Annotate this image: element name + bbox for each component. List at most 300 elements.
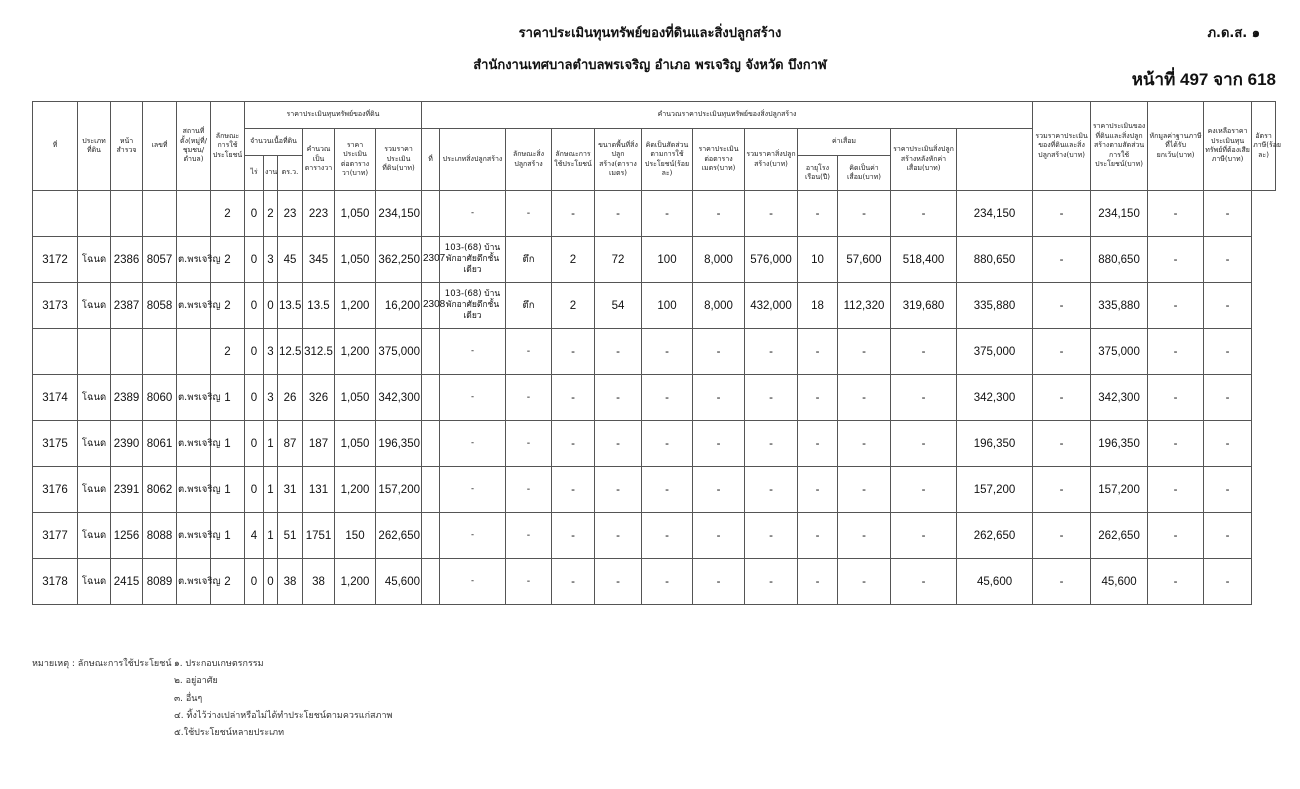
cell-bldg-net: - (891, 513, 957, 559)
cell-location: ต.พรเจริญ (177, 559, 211, 605)
cell-area-wa: 345 (303, 237, 335, 283)
cell-survey-page: 1256 (111, 513, 143, 559)
cell-bldg-area: - (595, 375, 642, 421)
cell-tax-rate: - (1204, 375, 1252, 421)
col-depr-amount: คิดเป็นค่าเสื่อม(บาท) (838, 156, 891, 191)
cell-bldg-area: - (595, 329, 642, 375)
cell-grand-total: 157,200 (957, 467, 1033, 513)
cell-bldg-area: - (595, 467, 642, 513)
cell-bldg-net: - (891, 559, 957, 605)
cell-bldg-total: 576,000 (745, 237, 798, 283)
cell-grand-total: 45,600 (957, 559, 1033, 605)
cell-remaining: - (1148, 467, 1204, 513)
cell-bldg-net: - (891, 329, 957, 375)
report-subtitle: สำนักงานเทศบาลตำบลพรเจริญ อำเภอ พรเจริญ จังหวัด บึงกาฬ (473, 58, 827, 73)
cell-depr-amount: 112,320 (838, 283, 891, 329)
cell-price-per-sqm: - (693, 559, 745, 605)
cell-rai: 0 (245, 559, 264, 605)
notes (32, 656, 393, 742)
cell-tax-rate: - (1204, 421, 1252, 467)
cell-tax-rate: - (1204, 467, 1252, 513)
cell-remaining: - (1148, 375, 1204, 421)
col-doc-type: ประเภทที่ดิน (78, 102, 111, 191)
cell-bldg-total: - (745, 513, 798, 559)
cell-doc-no: 8057 (143, 237, 177, 283)
cell-bldg-use: - (552, 559, 595, 605)
cell-ngan: 3 (264, 329, 278, 375)
col-land-use: ลักษณะการใช้ประโยชน์ (211, 102, 245, 191)
cell-bldg-total: - (745, 191, 798, 237)
cell-land-use: 2 (211, 329, 245, 375)
cell-no: 3178 (33, 559, 78, 605)
report-title: ราคาประเมินทุนทรัพย์ของที่ดินและสิ่งปลูกสร้าง (518, 26, 782, 41)
cell-survey-page: 2387 (111, 283, 143, 329)
cell-doc-no: 8058 (143, 283, 177, 329)
col-grand-total: รวมราคาประเมินของที่ดินและสิ่งปลูกสร้าง(บาท) (1033, 102, 1091, 191)
cell-doc-type: โฉนด (78, 283, 111, 329)
page-indicator: หน้าที่ 497 จาก 618 (1131, 70, 1276, 89)
cell-bldg-kind: ตึก (506, 237, 552, 283)
cell-survey-page: 2415 (111, 559, 143, 605)
cell-price-per-sqm: 8,000 (693, 237, 745, 283)
note-item: ๒. อยู่อาศัย (174, 676, 218, 687)
cell-bldg-net: - (891, 421, 957, 467)
cell-land-total: 157,200 (376, 467, 422, 513)
cell-bldg-use: - (552, 467, 595, 513)
col-price-per-sqm: ราคาประเมินต่อตารางเมตร(บาท) (693, 129, 745, 191)
cell-bldg-area: - (595, 191, 642, 237)
cell-bldg-net: 518,400 (891, 237, 957, 283)
cell-depr-amount: - (838, 191, 891, 237)
cell-ngan: 0 (264, 283, 278, 329)
cell-price-per-sqm: - (693, 467, 745, 513)
cell-price-per-wa: 1,050 (335, 375, 376, 421)
cell-deduction: 234,150 (1091, 191, 1148, 237)
cell-grand-total: 375,000 (957, 329, 1033, 375)
cell-ngan: 1 (264, 467, 278, 513)
notes-label: หมายเหตุ : ลักษณะการใช้ประโยชน์ (32, 659, 172, 669)
col-use-pct: คิดเป็นสัดส่วนตามการใช้ประโยชน์(ร้อยละ) (642, 129, 693, 191)
cell-age: 10 (798, 237, 838, 283)
cell-doc-type: โฉนด (78, 559, 111, 605)
cell-location: ต.พรเจริญ (177, 283, 211, 329)
table-row (33, 421, 1276, 467)
cell-location (177, 329, 211, 375)
table-row (33, 467, 1276, 513)
col-bldg-total: รวมราคาสิ่งปลูกสร้าง(บาท) (745, 129, 798, 191)
cell-depr-amount: - (838, 375, 891, 421)
cell-doc-no: 8061 (143, 421, 177, 467)
cell-deduction: 45,600 (1091, 559, 1148, 605)
cell-bldg-area: 54 (595, 283, 642, 329)
cell-bldg-no (422, 191, 440, 237)
note-item: ๑. ประกอบเกษตรกรรม (174, 659, 264, 669)
cell-tax-rate: - (1204, 191, 1252, 237)
cell-grand-total: 234,150 (957, 191, 1033, 237)
col-area-wa: คำนวณเป็นตารางวา (303, 129, 335, 191)
cell-bldg-area: 72 (595, 237, 642, 283)
cell-prop-value: - (1033, 191, 1091, 237)
cell-bldg-area: - (595, 559, 642, 605)
table-row (33, 375, 1276, 421)
cell-depr-amount: - (838, 559, 891, 605)
cell-area-wa: 187 (303, 421, 335, 467)
cell-price-per-sqm: - (693, 421, 745, 467)
cell-age: 18 (798, 283, 838, 329)
cell-tax-rate: - (1204, 513, 1252, 559)
cell-age: - (798, 421, 838, 467)
cell-age: - (798, 559, 838, 605)
cell-bldg-use: - (552, 513, 595, 559)
cell-rai: 0 (245, 283, 264, 329)
table-row (33, 513, 1276, 559)
cell-land-use: 2 (211, 283, 245, 329)
col-bldg-kind: ลักษณะสิ่งปลูกสร้าง (506, 129, 552, 191)
col-rai: ไร่ (245, 156, 264, 191)
cell-remaining: - (1148, 191, 1204, 237)
cell-depr-amount: - (838, 513, 891, 559)
cell-remaining: - (1148, 559, 1204, 605)
cell-tax-rate: - (1204, 283, 1252, 329)
cell-no: 3172 (33, 237, 78, 283)
cell-ngan: 0 (264, 559, 278, 605)
note-item: ๔. ทิ้งไว้ว่างเปล่าหรือไม่ได้ทำประโยชน์ตามควรแก่สภาพ (174, 710, 393, 721)
cell-bldg-kind: ตึก (506, 283, 552, 329)
cell-use-pct: - (642, 375, 693, 421)
cell-depr-amount: - (838, 467, 891, 513)
cell-ngan: 1 (264, 513, 278, 559)
cell-bldg-net: - (891, 375, 957, 421)
cell-bldg-net: - (891, 467, 957, 513)
cell-price-per-wa: 1,200 (335, 467, 376, 513)
col-survey-page: หน้าสำรวจ (111, 102, 143, 191)
cell-land-total: 234,150 (376, 191, 422, 237)
cell-bldg-type: - (440, 559, 506, 605)
cell-doc-type (78, 329, 111, 375)
cell-wa: 87 (278, 421, 303, 467)
col-land-total: รวมราคาประเมินที่ดิน(บาท) (376, 129, 422, 191)
cell-bldg-total: - (745, 375, 798, 421)
cell-price-per-wa: 1,050 (335, 191, 376, 237)
cell-location: ต.พรเจริญ (177, 237, 211, 283)
cell-bldg-use: - (552, 329, 595, 375)
cell-bldg-net: - (891, 191, 957, 237)
group-land-area: จำนวนเนื้อที่ดิน (245, 129, 303, 156)
cell-area-wa: 223 (303, 191, 335, 237)
table-row (33, 559, 1276, 605)
cell-rai: 0 (245, 375, 264, 421)
col-tax-rate: อัตราภาษี(ร้อยละ) (1252, 102, 1276, 191)
cell-wa: 13.5 (278, 283, 303, 329)
col-doc-no: เลขที่ (143, 102, 177, 191)
col-price-per-wa: ราคาประเมินต่อตารางวา(บาท) (335, 129, 376, 191)
cell-prop-value: - (1033, 283, 1091, 329)
cell-ngan: 3 (264, 237, 278, 283)
col-wa: ตร.ว. (278, 156, 303, 191)
cell-age: - (798, 329, 838, 375)
cell-bldg-area: - (595, 513, 642, 559)
col-ngan: งาน (264, 156, 278, 191)
cell-use-pct: 100 (642, 237, 693, 283)
cell-no (33, 329, 78, 375)
cell-survey-page: 2390 (111, 421, 143, 467)
cell-rai: 4 (245, 513, 264, 559)
note-item: ๕.ใช้ประโยชน์หลายประเภท (174, 728, 285, 739)
cell-prop-value: - (1033, 375, 1091, 421)
cell-land-use: 2 (211, 559, 245, 605)
cell-rai: 0 (245, 329, 264, 375)
group-depreciation: ค่าเสื่อม (798, 129, 891, 156)
cell-no: 3173 (33, 283, 78, 329)
table-row (33, 191, 1276, 237)
cell-bldg-total: - (745, 467, 798, 513)
cell-location (177, 191, 211, 237)
cell-age: - (798, 513, 838, 559)
cell-area-wa: 13.5 (303, 283, 335, 329)
cell-price-per-wa: 1,200 (335, 329, 376, 375)
form-code: ภ.ด.ส. ๑ (1207, 26, 1260, 41)
cell-bldg-use: - (552, 421, 595, 467)
cell-deduction: 335,880 (1091, 283, 1148, 329)
cell-bldg-kind: - (506, 329, 552, 375)
table-row (33, 329, 1276, 375)
cell-bldg-no (422, 329, 440, 375)
cell-remaining: - (1148, 421, 1204, 467)
cell-survey-page: 2389 (111, 375, 143, 421)
cell-area-wa: 131 (303, 467, 335, 513)
cell-price-per-wa: 150 (335, 513, 376, 559)
cell-doc-type: โฉนด (78, 421, 111, 467)
cell-bldg-no: 2308 (422, 283, 440, 329)
cell-use-pct: - (642, 191, 693, 237)
group-land-value: ราคาประเมินทุนทรัพย์ของที่ดิน (245, 102, 422, 129)
col-bldg-area: ขนาดพื้นที่สิ่งปลูกสร้าง(ตารางเมตร) (595, 129, 642, 191)
cell-bldg-no (422, 513, 440, 559)
cell-wa: 26 (278, 375, 303, 421)
cell-bldg-no: 2307 (422, 237, 440, 283)
cell-price-per-wa: 1,200 (335, 283, 376, 329)
cell-bldg-type: - (440, 513, 506, 559)
cell-land-total: 342,300 (376, 375, 422, 421)
cell-survey-page (111, 191, 143, 237)
cell-grand-total: 335,880 (957, 283, 1033, 329)
cell-deduction: 342,300 (1091, 375, 1148, 421)
cell-depr-amount: - (838, 421, 891, 467)
cell-bldg-type: - (440, 421, 506, 467)
cell-area-wa: 312.5 (303, 329, 335, 375)
cell-bldg-net: 319,680 (891, 283, 957, 329)
cell-remaining: - (1148, 283, 1204, 329)
cell-remaining: - (1148, 237, 1204, 283)
cell-deduction: 157,200 (1091, 467, 1148, 513)
col-bldg-type: ประเภทสิ่งปลูกสร้าง (440, 129, 506, 191)
cell-bldg-type: - (440, 375, 506, 421)
cell-no (33, 191, 78, 237)
col-remaining: คงเหลือราคาประเมินทุนทรัพย์ที่ต้องเสียภาษี(บาท) (1204, 102, 1252, 191)
assessment-table (32, 101, 1282, 605)
cell-remaining: - (1148, 513, 1204, 559)
cell-bldg-total: - (745, 559, 798, 605)
cell-area-wa: 326 (303, 375, 335, 421)
cell-prop-value: - (1033, 329, 1091, 375)
cell-wa: 51 (278, 513, 303, 559)
cell-bldg-no (422, 467, 440, 513)
cell-location: ต.พรเจริญ (177, 513, 211, 559)
cell-bldg-type: - (440, 191, 506, 237)
cell-land-use: 1 (211, 467, 245, 513)
cell-bldg-use: 2 (552, 283, 595, 329)
cell-price-per-wa: 1,050 (335, 237, 376, 283)
cell-doc-no: 8089 (143, 559, 177, 605)
cell-grand-total: 196,350 (957, 421, 1033, 467)
cell-bldg-type: - (440, 329, 506, 375)
cell-bldg-type: 103-(68) บ้านพักอาศัยตึกชั้นเดียว (440, 237, 506, 283)
cell-no: 3177 (33, 513, 78, 559)
cell-wa: 23 (278, 191, 303, 237)
col-bldg-use: ลักษณะการใช้ประโยชน์ (552, 129, 595, 191)
cell-land-total: 262,650 (376, 513, 422, 559)
cell-doc-type: โฉนด (78, 237, 111, 283)
cell-deduction: 262,650 (1091, 513, 1148, 559)
cell-use-pct: - (642, 467, 693, 513)
cell-use-pct: - (642, 559, 693, 605)
cell-price-per-sqm: - (693, 191, 745, 237)
cell-area-wa: 38 (303, 559, 335, 605)
table-row (33, 237, 1276, 283)
cell-doc-no: 8060 (143, 375, 177, 421)
cell-location: ต.พรเจริญ (177, 467, 211, 513)
cell-wa: 45 (278, 237, 303, 283)
cell-rai: 0 (245, 421, 264, 467)
col-prop-value: ราคาประเมินของที่ดินและสิ่งปลูกสร้างตามสัดส่วนการใช้ประโยชน์(บาท) (1091, 102, 1148, 191)
cell-bldg-kind: - (506, 421, 552, 467)
cell-wa: 31 (278, 467, 303, 513)
cell-doc-type: โฉนด (78, 375, 111, 421)
cell-bldg-total: 432,000 (745, 283, 798, 329)
cell-depr-amount: - (838, 329, 891, 375)
cell-land-total: 16,200 (376, 283, 422, 329)
cell-age: - (798, 467, 838, 513)
cell-rai: 0 (245, 467, 264, 513)
cell-land-use: 1 (211, 375, 245, 421)
group-building-value: คำนวณราคาประเมินทุนทรัพย์ของสิ่งปลูกสร้าง (422, 102, 1033, 129)
cell-doc-no (143, 329, 177, 375)
cell-price-per-sqm: 8,000 (693, 283, 745, 329)
col-location: สถานที่ตั้ง(หมู่ที่/ชุมชน/ตำบล) (177, 102, 211, 191)
cell-area-wa: 1751 (303, 513, 335, 559)
cell-depr-amount: 57,600 (838, 237, 891, 283)
col-bldg-net: ราคาประเมินสิ่งปลูกสร้างหลังหักค่าเสื่อม(บาท) (891, 129, 957, 191)
cell-bldg-total: - (745, 421, 798, 467)
cell-survey-page (111, 329, 143, 375)
cell-land-total: 196,350 (376, 421, 422, 467)
cell-no: 3176 (33, 467, 78, 513)
col-deduction: หักมูลค่าฐานภาษีที่ได้รับยกเว้น(บาท) (1148, 102, 1204, 191)
cell-tax-rate: - (1204, 237, 1252, 283)
cell-bldg-kind: - (506, 513, 552, 559)
cell-use-pct: - (642, 329, 693, 375)
cell-rai: 0 (245, 237, 264, 283)
cell-wa: 38 (278, 559, 303, 605)
cell-land-total: 375,000 (376, 329, 422, 375)
cell-bldg-no (422, 375, 440, 421)
cell-deduction: 196,350 (1091, 421, 1148, 467)
cell-bldg-use: 2 (552, 237, 595, 283)
cell-price-per-wa: 1,050 (335, 421, 376, 467)
cell-bldg-use: - (552, 191, 595, 237)
cell-ngan: 1 (264, 421, 278, 467)
cell-ngan: 2 (264, 191, 278, 237)
cell-price-per-sqm: - (693, 513, 745, 559)
cell-doc-type: โฉนด (78, 513, 111, 559)
cell-bldg-total: - (745, 329, 798, 375)
cell-bldg-type: - (440, 467, 506, 513)
col-age: อายุโรงเรือน(ปี) (798, 156, 838, 191)
cell-no: 3174 (33, 375, 78, 421)
cell-land-total: 362,250 (376, 237, 422, 283)
cell-prop-value: - (1033, 559, 1091, 605)
cell-prop-value: - (1033, 421, 1091, 467)
cell-land-total: 45,600 (376, 559, 422, 605)
cell-deduction: 375,000 (1091, 329, 1148, 375)
cell-location: ต.พรเจริญ (177, 375, 211, 421)
cell-price-per-wa: 1,200 (335, 559, 376, 605)
cell-bldg-kind: - (506, 559, 552, 605)
col-no: ที่ (33, 102, 78, 191)
cell-use-pct: - (642, 421, 693, 467)
cell-ngan: 3 (264, 375, 278, 421)
cell-land-use: 1 (211, 513, 245, 559)
col-bldg-no: ที่ (422, 129, 440, 191)
cell-wa: 12.5 (278, 329, 303, 375)
cell-bldg-use: - (552, 375, 595, 421)
cell-land-use: 2 (211, 191, 245, 237)
cell-land-use: 1 (211, 421, 245, 467)
cell-bldg-type: 103-(68) บ้านพักอาศัยตึกชั้นเดียว (440, 283, 506, 329)
cell-survey-page: 2391 (111, 467, 143, 513)
cell-tax-rate: - (1204, 329, 1252, 375)
cell-survey-page: 2386 (111, 237, 143, 283)
cell-prop-value: - (1033, 237, 1091, 283)
table-row (33, 283, 1276, 329)
cell-doc-no: 8088 (143, 513, 177, 559)
cell-bldg-kind: - (506, 467, 552, 513)
cell-bldg-no (422, 559, 440, 605)
cell-deduction: 880,650 (1091, 237, 1148, 283)
cell-bldg-kind: - (506, 375, 552, 421)
cell-bldg-kind: - (506, 191, 552, 237)
cell-no: 3175 (33, 421, 78, 467)
cell-age: - (798, 375, 838, 421)
cell-remaining: - (1148, 329, 1204, 375)
cell-location: ต.พรเจริญ (177, 421, 211, 467)
cell-grand-total: 342,300 (957, 375, 1033, 421)
cell-grand-total: 880,650 (957, 237, 1033, 283)
cell-price-per-sqm: - (693, 375, 745, 421)
cell-bldg-area: - (595, 421, 642, 467)
cell-doc-no (143, 191, 177, 237)
cell-rai: 0 (245, 191, 264, 237)
cell-prop-value: - (1033, 513, 1091, 559)
cell-land-use: 2 (211, 237, 245, 283)
cell-prop-value: - (1033, 467, 1091, 513)
cell-doc-no: 8062 (143, 467, 177, 513)
note-item: ๓. อื่นๆ (174, 693, 203, 704)
cell-doc-type (78, 191, 111, 237)
cell-use-pct: 100 (642, 283, 693, 329)
cell-use-pct: - (642, 513, 693, 559)
cell-price-per-sqm: - (693, 329, 745, 375)
